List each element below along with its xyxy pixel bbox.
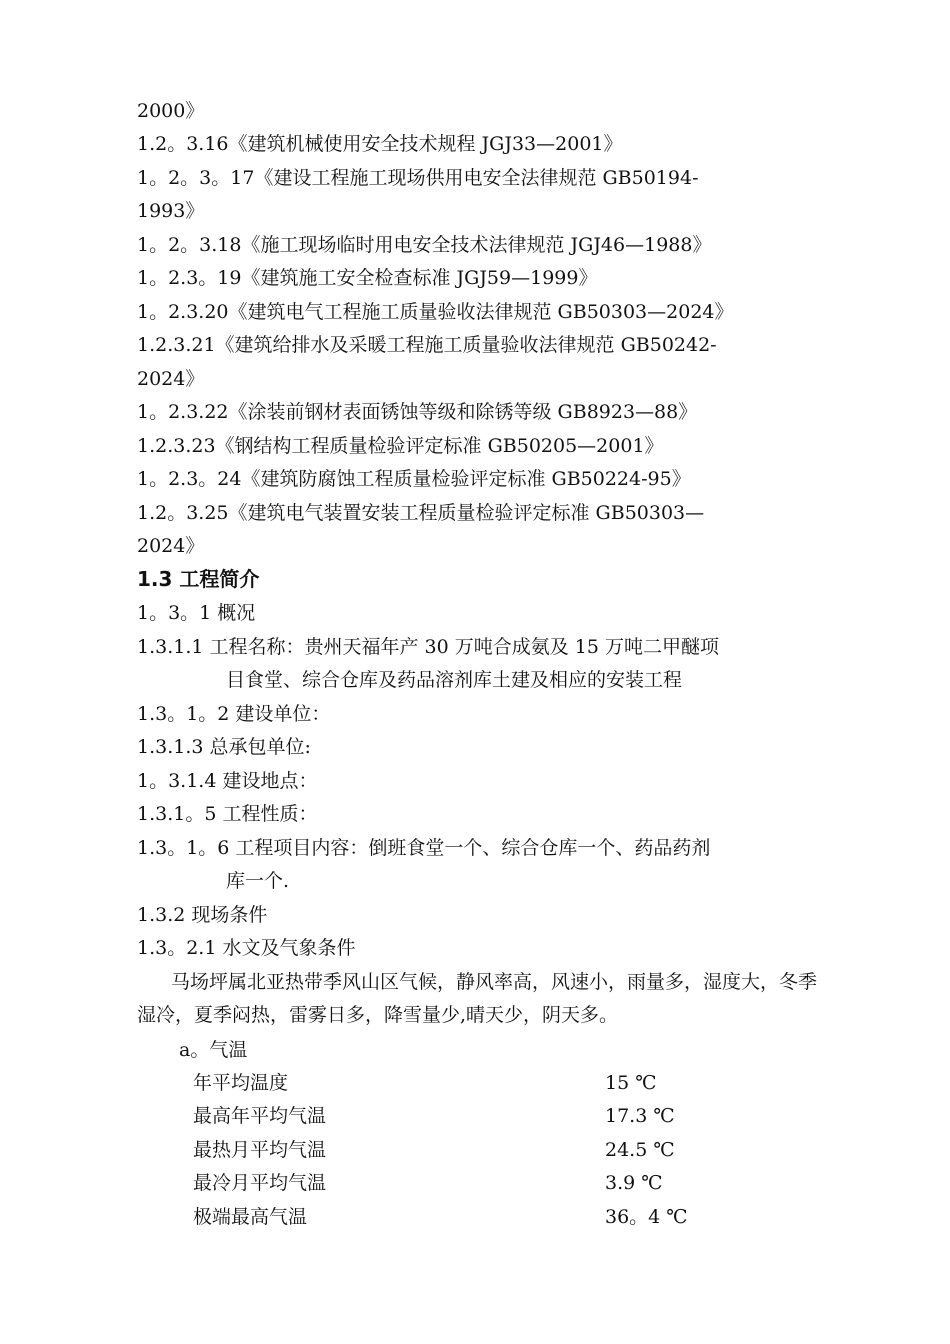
standard-line: 1.2。3.16《建筑机械使用安全技术规程 JGJ33—2001》 (137, 133, 623, 155)
temperature-value: 15 ℃ (605, 1072, 657, 1094)
standard-line: 2000》 (137, 100, 205, 122)
temperature-row (193, 1170, 713, 1196)
temperature-value: 3.9 ℃ (605, 1172, 663, 1194)
standard-line: 1。2.3。19《建筑施工安全检查标准 JGJ59—1999》 (137, 267, 598, 289)
temperature-value: 36。4 ℃ (605, 1206, 688, 1228)
section-title: 1.3 工程简介 (137, 567, 260, 591)
standard-line: 1993》 (137, 200, 205, 222)
location-line: 1。3.1.4 建设地点： (137, 770, 318, 792)
hydro-climate-heading: 1.3。2.1 水文及气象条件 (137, 937, 356, 959)
temperature-label: 极端最高气温 (193, 1206, 308, 1228)
temperature-row (193, 1103, 713, 1129)
overview-heading: 1。3。1 概况 (137, 602, 256, 624)
contractor-line: 1.3.1.3 总承包单位: (137, 736, 311, 758)
temperature-label: 年平均温度 (193, 1072, 289, 1094)
standard-line: 1。2.3。24《建筑防腐蚀工程质量检验评定标准 GB50224-95》 (137, 468, 691, 490)
standard-line: 2024》 (137, 535, 205, 557)
standard-line: 1。2.3.22《涂装前钢材表面锈蚀等级和除锈等级 GB8923—88》 (137, 401, 698, 423)
standard-line: 1。2。3。17《建设工程施工现场供用电安全法律规范 GB50194- (137, 167, 699, 189)
nature-line: 1.3.1。5 工程性质： (137, 803, 318, 825)
standard-line: 1.2.3.23《钢结构工程质量检验评定标准 GB50205—2001》 (137, 435, 664, 457)
temperature-row (193, 1204, 713, 1230)
temperature-value: 24.5 ℃ (605, 1139, 675, 1161)
standard-line: 1.2。3.25《建筑电气装置安装工程质量检验评定标准 GB50303— (137, 502, 705, 524)
temperature-row (193, 1137, 713, 1163)
temperature-label: 最冷月平均气温 (193, 1172, 327, 1194)
content-continuation: 库一个. (226, 870, 290, 892)
content-line: 1.3。1。6 工程项目内容：倒班食堂一个、综合仓库一个、药品药剂 (137, 837, 711, 859)
standard-line: 1。2。3.18《施工现场临时用电安全技术法律规范 JGJ46—1988》 (137, 234, 712, 256)
temperature-label: 最热月平均气温 (193, 1139, 327, 1161)
climate-paragraph: 马场坪属北亚热带季风山区气候，静风率高，风速小，雨量多，湿度大，冬季湿冷，夏季闷热，雷雾日多，降雪量少,晴天少，阴天多。 (137, 971, 818, 1026)
standard-line: 1.2.3.21《建筑给排水及采暖工程施工质量验收法律规范 GB50242- (137, 334, 717, 356)
standard-line: 2024》 (137, 368, 205, 390)
temperature-heading: a。气温 (179, 1039, 248, 1061)
temperature-label: 最高年平均气温 (193, 1105, 327, 1127)
temperature-value: 17.3 ℃ (605, 1105, 675, 1127)
temperature-row (193, 1070, 713, 1096)
project-name-line: 1.3.1.1 工程名称：贵州天福年产 30 万吨合成氨及 15 万吨二甲醚项 (137, 636, 720, 658)
owner-line: 1.3。1。2 建设单位： (137, 703, 331, 725)
standard-line: 1。2.3.20《建筑电气工程施工质量验收法律规范 GB50303—2024》 (137, 301, 734, 323)
site-heading: 1.3.2 现场条件 (137, 904, 268, 926)
project-name-continuation: 目食堂、综合仓库及药品溶剂库土建及相应的安装工程 (226, 669, 683, 691)
